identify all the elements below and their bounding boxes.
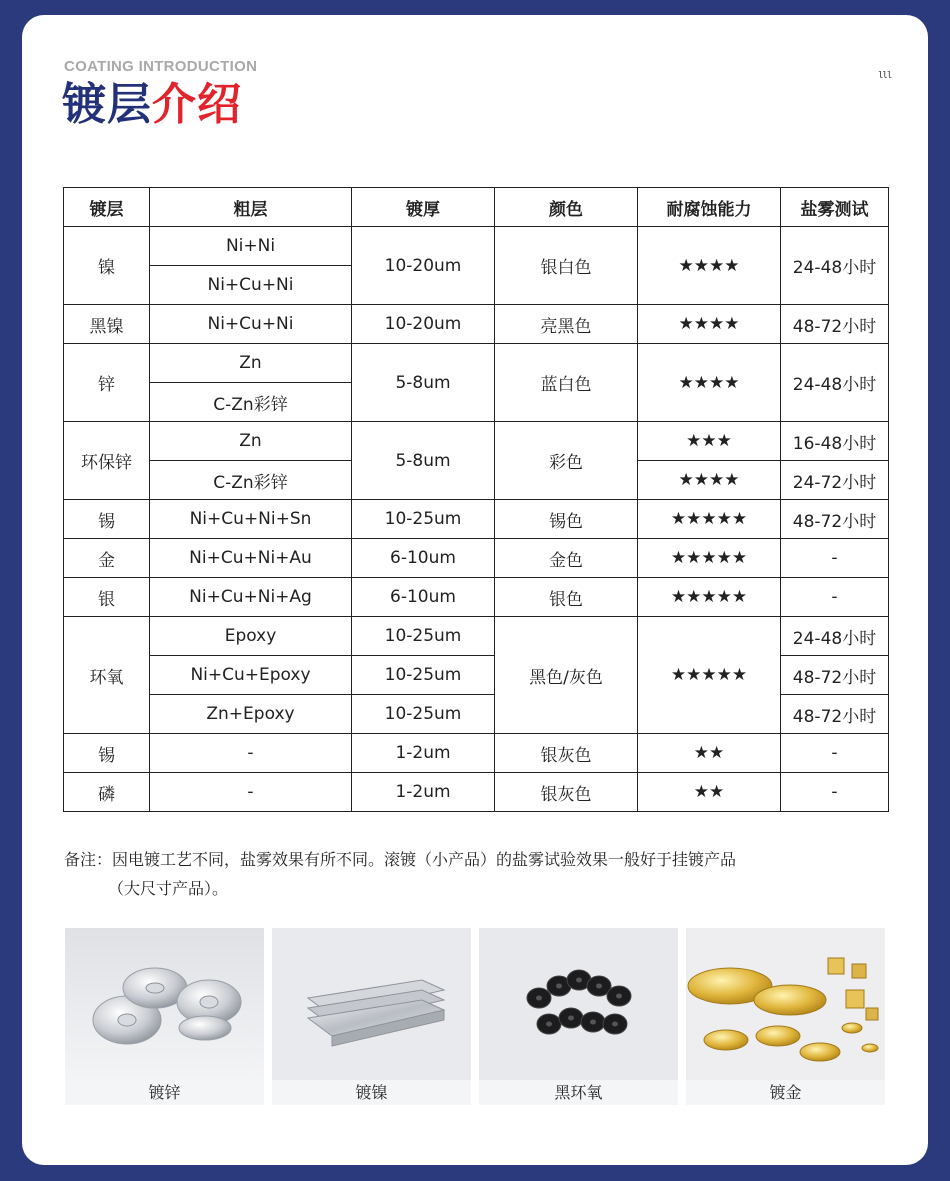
cell-salt: 48-72小时: [781, 500, 889, 539]
cell-color: 金色: [495, 539, 638, 578]
cell-rating: ★★★★★: [638, 617, 781, 734]
cell-base: -: [150, 734, 352, 773]
cell-salt: 48-72小时: [781, 695, 889, 734]
table-row: [64, 734, 889, 773]
gold-disc-magnets-photo: [686, 928, 885, 1080]
cell-rating: ★★★★: [638, 305, 781, 344]
nickel-block-magnets-photo: [272, 928, 471, 1080]
cell-thickness: 6-10um: [352, 578, 495, 617]
cell-base: Zn+Epoxy: [150, 695, 352, 734]
cell-base: -: [150, 773, 352, 812]
cell-rating: ★★★★★: [638, 539, 781, 578]
cell-thickness: 10-25um: [352, 617, 495, 656]
cell-coating: 银: [64, 578, 150, 617]
cell-thickness: 1-2um: [352, 734, 495, 773]
table-row: [64, 422, 889, 461]
table-row: [64, 500, 889, 539]
cell-coating: 锡: [64, 734, 150, 773]
black-epoxy-magnets-photo: [479, 928, 678, 1080]
table-row: [64, 344, 889, 383]
header-base-layer: 粗层: [150, 188, 352, 227]
cell-rating: ★★★★: [638, 344, 781, 422]
footnote-line-2: （大尺寸产品）。: [108, 879, 229, 898]
cell-coating: 黑镍: [64, 305, 150, 344]
cell-rating: ★★: [638, 773, 781, 812]
cell-salt: 24-48小时: [781, 344, 889, 422]
table-row: [64, 227, 889, 266]
cell-salt: -: [781, 578, 889, 617]
table-row: [64, 305, 889, 344]
cell-coating: 镍: [64, 227, 150, 305]
product-gallery: [65, 928, 887, 1105]
gallery-caption: 镀镍: [272, 1080, 471, 1105]
cell-color: 彩色: [495, 422, 638, 500]
cell-base: Zn: [150, 422, 352, 461]
content-card: [22, 15, 928, 1165]
table-row: [64, 617, 889, 656]
footnote: [64, 845, 864, 903]
cell-base: Ni+Cu+Ni+Sn: [150, 500, 352, 539]
zinc-ring-magnets-photo: [65, 928, 264, 1080]
cell-rating: ★★: [638, 734, 781, 773]
cell-rating: ★★★★★: [638, 578, 781, 617]
cell-base: C-Zn彩锌: [150, 383, 352, 422]
cell-thickness: 10-20um: [352, 227, 495, 305]
cell-salt: -: [781, 773, 889, 812]
header-salt-spray: 盐雾测试: [781, 188, 889, 227]
cell-coating: 锌: [64, 344, 150, 422]
cell-salt: 24-48小时: [781, 617, 889, 656]
cell-base: Ni+Cu+Epoxy: [150, 656, 352, 695]
cell-color: 亮黑色: [495, 305, 638, 344]
gallery-caption: 镀金: [686, 1080, 885, 1105]
menu-icon[interactable]: lll: [878, 71, 892, 81]
cell-color: 锡色: [495, 500, 638, 539]
cell-thickness: 5-8um: [352, 422, 495, 500]
cell-coating: 金: [64, 539, 150, 578]
cell-thickness: 1-2um: [352, 773, 495, 812]
cell-salt: 24-48小时: [781, 227, 889, 305]
cell-base: Ni+Cu+Ni+Au: [150, 539, 352, 578]
gallery-caption: 黑环氧: [479, 1080, 678, 1105]
cell-thickness: 10-25um: [352, 500, 495, 539]
cell-base: Ni+Cu+Ni: [150, 305, 352, 344]
cell-base: Ni+Ni: [150, 227, 352, 266]
cell-color: 银灰色: [495, 734, 638, 773]
gallery-item-black-epoxy: [479, 928, 678, 1105]
table-row: [64, 773, 889, 812]
cell-coating: 环氧: [64, 617, 150, 734]
table-row: [64, 578, 889, 617]
cell-salt: 16-48小时: [781, 422, 889, 461]
table-row: [64, 539, 889, 578]
cell-thickness: 5-8um: [352, 344, 495, 422]
gallery-item-nickel: [272, 928, 471, 1105]
cell-thickness: 10-25um: [352, 695, 495, 734]
cell-salt: -: [781, 734, 889, 773]
cell-rating: ★★★★: [638, 227, 781, 305]
cell-thickness: 6-10um: [352, 539, 495, 578]
cell-rating: ★★★: [638, 422, 781, 461]
gallery-caption: 镀锌: [65, 1080, 264, 1105]
section-subtitle: COATING INTRODUCTION: [64, 58, 258, 75]
cell-color: 银灰色: [495, 773, 638, 812]
cell-rating: ★★★★: [638, 461, 781, 500]
cell-base: C-Zn彩锌: [150, 461, 352, 500]
cell-salt: 24-72小时: [781, 461, 889, 500]
header-thickness: 镀厚: [352, 188, 495, 227]
header-color: 颜色: [495, 188, 638, 227]
cell-salt: 48-72小时: [781, 656, 889, 695]
cell-color: 银色: [495, 578, 638, 617]
gallery-item-gold: [686, 928, 885, 1105]
cell-base: Zn: [150, 344, 352, 383]
cell-thickness: 10-25um: [352, 656, 495, 695]
cell-base: Ni+Cu+Ni+Ag: [150, 578, 352, 617]
section-title: [62, 77, 242, 133]
cell-salt: 48-72小时: [781, 305, 889, 344]
cell-color: 银白色: [495, 227, 638, 305]
cell-rating: ★★★★★: [638, 500, 781, 539]
table-header-row: [64, 188, 889, 227]
cell-thickness: 10-20um: [352, 305, 495, 344]
cell-color: 蓝白色: [495, 344, 638, 422]
header-corrosion-resistance: 耐腐蚀能力: [638, 188, 781, 227]
title-part-blue: 镀层: [62, 79, 152, 130]
coating-spec-table: [63, 187, 889, 812]
cell-base: Epoxy: [150, 617, 352, 656]
cell-coating: 环保锌: [64, 422, 150, 500]
gallery-item-zinc: [65, 928, 264, 1105]
cell-coating: 磷: [64, 773, 150, 812]
title-part-red: 介绍: [152, 79, 242, 130]
footnote-line-1: 备注：因电镀工艺不同，盐雾效果有所不同。滚镀（小产品）的盐雾试验效果一般好于挂镀产品: [64, 850, 737, 869]
cell-coating: 锡: [64, 500, 150, 539]
cell-salt: -: [781, 539, 889, 578]
cell-color: 黑色/灰色: [495, 617, 638, 734]
header-coating: 镀层: [64, 188, 150, 227]
cell-base: Ni+Cu+Ni: [150, 266, 352, 305]
